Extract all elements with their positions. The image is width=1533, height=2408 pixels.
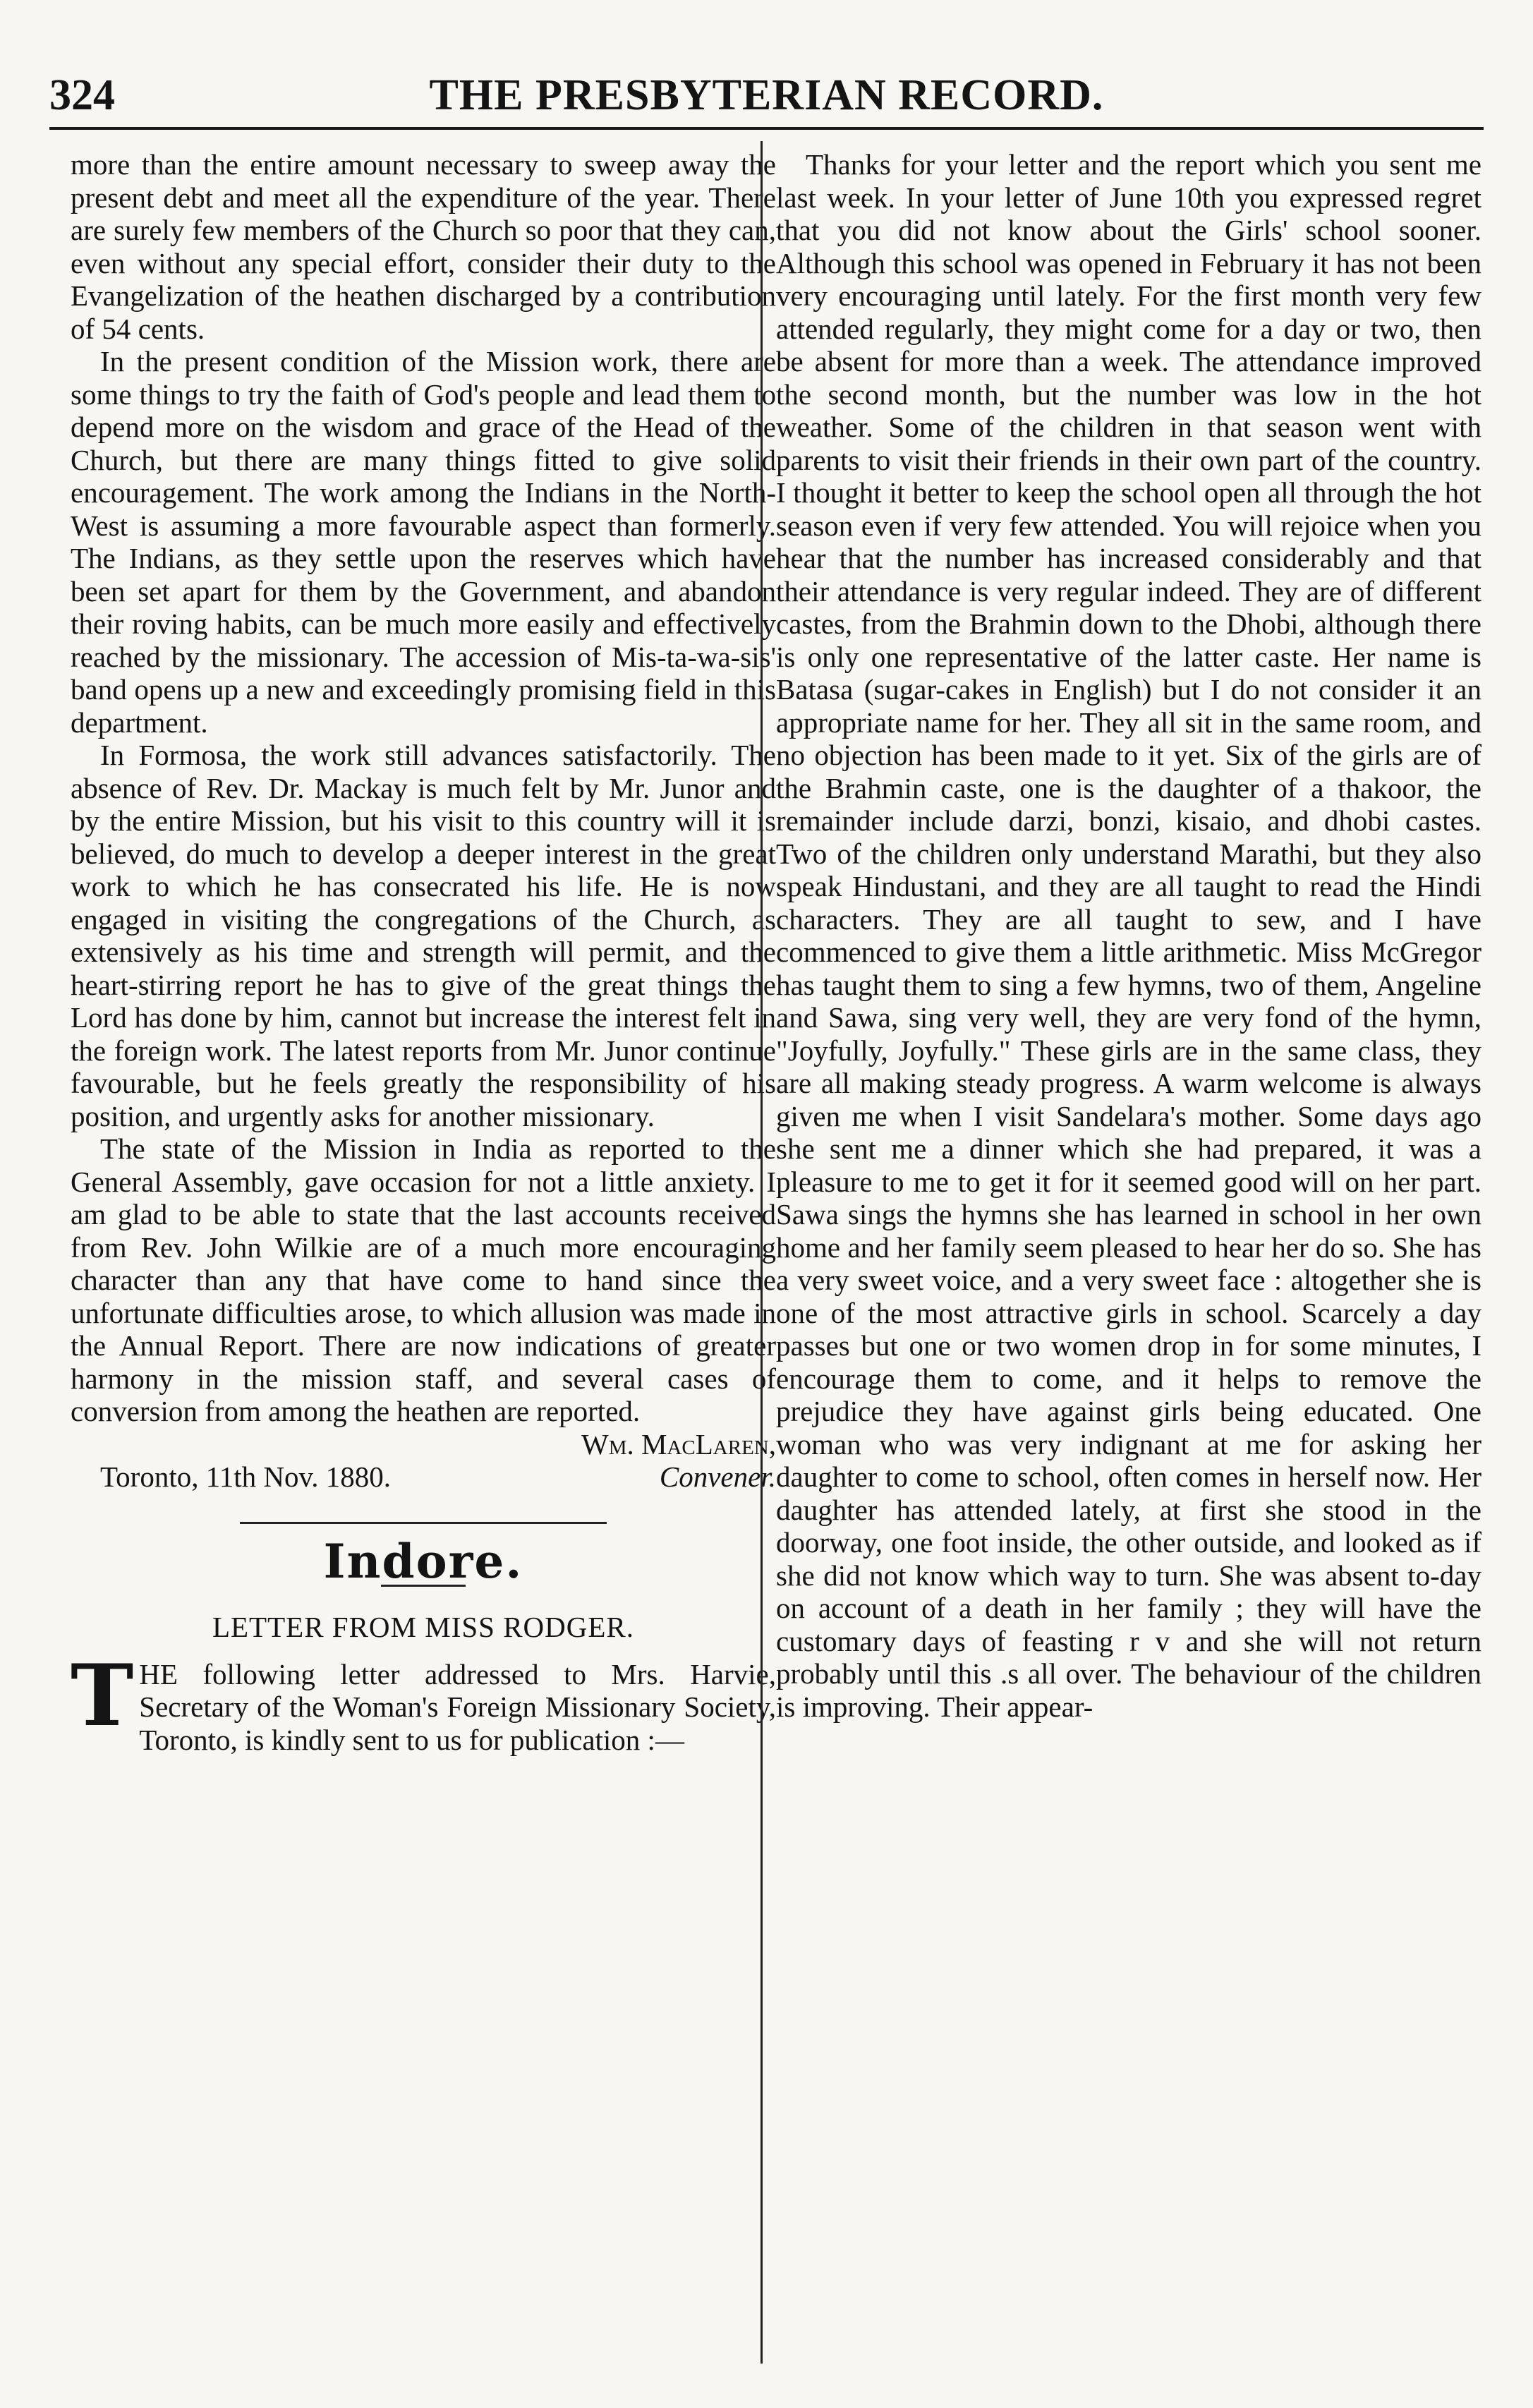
date-line	[71, 1460, 776, 1494]
signature-name: Wm. MacLaren,	[581, 1427, 776, 1460]
left-column	[71, 148, 776, 1756]
convener-label: Convener.	[659, 1460, 776, 1493]
column-divider	[761, 141, 763, 2364]
letter-title: LETTER FROM MISS RODGER.	[212, 1611, 635, 1643]
section-divider	[240, 1522, 607, 1524]
letter-intro	[71, 1645, 776, 1757]
page-number: 324	[49, 71, 115, 119]
letter-body: Thanks for your letter and the report which you sent me last week. In your letter of June 10th you expressed regret that you did not know about the Girls' school sooner. Although this school was opened in February it has not been very encouraging until lately. For the first month very few attended regularly, they might come for a day or two, then be absent for more than a week. The attendance improved the second month, but the number was low in the hot weather. Some of the children in that season went with parents to visit their friends in their own part of the country. I thought it better to keep the school open all through the hot season even if very few attended. You will rejoice when you hear that the number has increased considerably and that their attendance is very regular indeed. They are of different castes, from the Brahmin down to the Dhobi, although there is only one representative of the latter caste. Her name is Batasa (sugar-cakes in English) but I do not consider it an appropriate name for her. They all sit in the same room, and no objection has been made to it yet. Six of the girls are of the Brahmin caste, one is the daughter of a thakoor, the remainder include darzi, bonzi, kisaio, and dhobi castes. Two of the children only understand Marathi, but they also speak Hindustani, and they are all taught to read the Hindi characters. They are all taught to sew, and I have commenced to give them a little arithmetic. Miss McGregor has taught them to sing a few hymns, two of them, Angeline and Sawa, sing very well, they are very fond of the hymn, "Joyfully, Joyfully." These girls are in the same class, they are all making steady progress. A warm welcome is always given me when I visit Sandelara's mother. Some days ago she sent me a dinner which she had prepared, it was a pleasure to me to get it for it seemed good will on her part. Sawa sings the hymns she has learned in school in her own home and her family seem pleased to hear her do so. She has a very sweet voice, and a very sweet face : altogether she is one of the most attractive girls in school. Scarcely a day passes but one or two women drop in for some minutes, I encourage them to come, and it helps to remove the prejudice they have against girls being educated. One woman who was very indignant at me for asking her daughter to come to school, often comes in herself now. Her daughter has attended lately, at first she stood in the doorway, one foot inside, the other outside, and looked as if she did not know which way to turn. She was absent to-day on account of a death in her family ; they will have the customary days of feasting r v and she will not return probably until this .s all over. The behaviour of the children is improving. Their appear-	[776, 148, 1482, 1723]
journal-title: THE PRESBYTERIAN RECORD.	[429, 71, 1104, 119]
drop-cap: T	[71, 1645, 134, 1746]
paragraph-continued: more than the entire amount necessary to sweep away the present debt and meet all the expenditure of the year. There are surely few members of the Church so poor that they can, even without any special effort, consider their duty to the Evangelization of the heathen discharged by a contribution of 54 cents.	[71, 148, 776, 345]
page-header	[49, 71, 1484, 130]
intro-capword: HE	[139, 1657, 178, 1690]
paragraph-india: The state of the Mission in India as reported to the General Assembly, gave occasion for not a little anxiety. I am glad to be able to state that the last accounts received from Rev. John Wilkie are of a much more encouraging character than any that have come to hand since the unfortunate difficulties arose, to which allusion was made in the Annual Report. There are now indications of greater harmony in the mission staff, and several cases of conversion from among the heathen are reported.	[71, 1132, 776, 1427]
paragraph-mission-work: In the present condition of the Mission work, there are some things to try the faith of God's people and lead them to depend more on the wisdom and grace of the Head of the Church, but there are many things fitted to give solid encouragement. The work among the Indians in the North-West is assuming a more favourable aspect than formerly. The Indians, as they settle upon the reserves which have been set apart for them by the Government, and abandon their roving habits, can be much more easily and effectively reached by the missionary. The accession of Mis-ta-wa-sis' band opens up a new and exceedingly promising field in this department.	[71, 345, 776, 739]
signature	[71, 1428, 776, 1461]
intro-text: following letter addressed to Mrs. Harvie, Secretary of the Woman's Foreign Missionary Society, Toronto, is kindly sent to us for publication :—	[139, 1657, 776, 1756]
right-column	[776, 148, 1482, 1723]
paragraph-formosa: In Formosa, the work still advances satisfactorily. The absence of Rev. Dr. Mackay is much felt by Mr. Junor and by the entire Mission, but his visit to this country will it is believed, do much to develop a deeper interest in the great work to which he has consecrated his life. He is now engaged in visiting the congregations of the Church, as extensively as his time and strength will permit, and the heart-stirring report he has to give of the great things the Lord has done by him, cannot but increase the interest felt in the foreign work. The latest reports from Mr. Junor continue favourable, but he feels greatly the responsibility of his position, and urgently asks for another missionary.	[71, 739, 776, 1132]
section-heading: Indore.	[323, 1533, 523, 1589]
date-text: Toronto, 11th Nov. 1880.	[100, 1460, 392, 1493]
